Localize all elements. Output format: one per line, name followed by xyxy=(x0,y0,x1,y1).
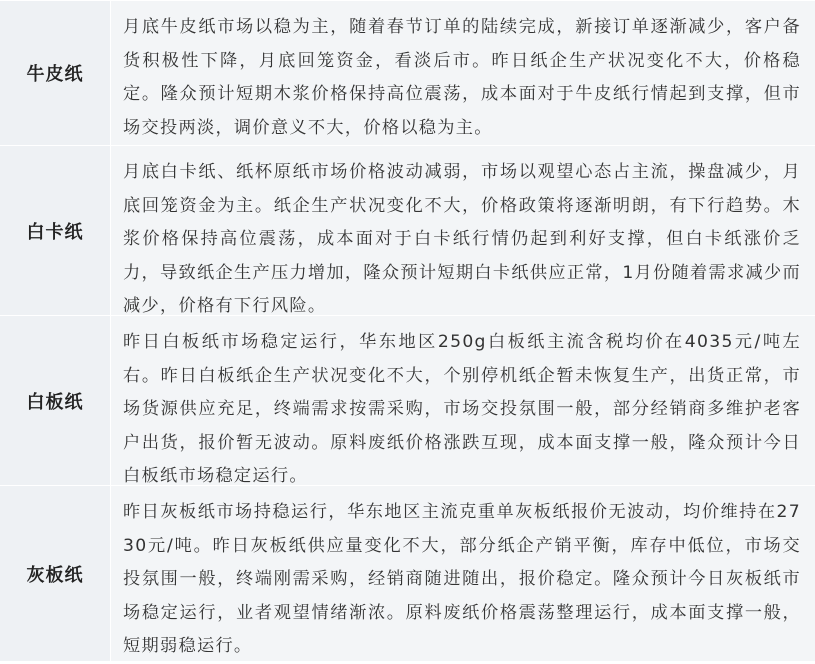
row-text-cell xyxy=(111,1,815,145)
row-label-cell xyxy=(0,316,111,485)
row-description: 月底白卡纸、纸杯原纸市场价格波动减弱，市场以观望心态占主流，操盘减少，月底回笼资金为主。纸企生产状况变化不大，价格政策将逐渐明朗，有下行趋势。木浆价格保持高位震荡，成本面对于白卡纸行情仍起到利好支撑，但白卡纸涨价乏力，导致纸企生产压力增加，隆众预计短期白卡纸供应正常，1月份随着需求减少而减少，价格有下行风险。 xyxy=(123,162,801,316)
table-row-grey-board xyxy=(0,485,815,661)
row-label-cell xyxy=(0,486,111,661)
row-label: 灰板纸 xyxy=(26,564,84,586)
table-row-white-cardboard xyxy=(0,145,815,315)
row-label: 白卡纸 xyxy=(26,221,84,243)
row-label: 牛皮纸 xyxy=(26,64,84,85)
table-row-kraft-paper xyxy=(0,0,815,145)
row-label: 白板纸 xyxy=(26,391,84,413)
row-description: 月底牛皮纸市场以稳为主，随着春节订单的陆续完成，新接订单逐渐减少，客户备货积极性下降，月底回笼资金，看淡后市。昨日纸企生产状况变化不大，价格稳定。隆众预计短期木浆价格保持高位震荡，成本面对于牛皮纸行情起到支撑，但市场交投两淡，调价意义不大，价格以稳为主。 xyxy=(123,17,801,138)
row-label-cell xyxy=(0,146,111,315)
row-description: 昨日白板纸市场稳定运行，华东地区250g白板纸主流含税均价在4035元/吨左右。昨日白板纸企生产状况变化不大，个别停机纸企暂未恢复生产，出货正常，市场货源供应充足，终端需求按需采购，市场交投氛围一般，部分经销商多维护老客户出货，报价暂无波动。原料废纸价格涨跌互现，成本面支撑一般，隆众预计今日白板纸市场稳定运行。 xyxy=(123,332,801,486)
row-text-cell xyxy=(111,316,815,485)
row-text-cell xyxy=(111,146,815,315)
table-row-white-board xyxy=(0,315,815,485)
row-label-cell xyxy=(0,1,111,145)
row-text-cell xyxy=(111,486,815,661)
row-description: 昨日灰板纸市场持稳运行，华东地区主流克重单灰板纸报价无波动，均价维持在2730元/吨。昨日灰板纸供应量变化不大，部分纸企产销平衡，库存中低位，市场交投氛围一般，终端刚需采购，经销商随进随出，报价稳定。隆众预计今日灰板纸市场稳定运行，业者观望情绪渐浓。原料废纸价格震荡整理运行，成本面支撑一般，短期弱稳运行。 xyxy=(123,502,801,656)
